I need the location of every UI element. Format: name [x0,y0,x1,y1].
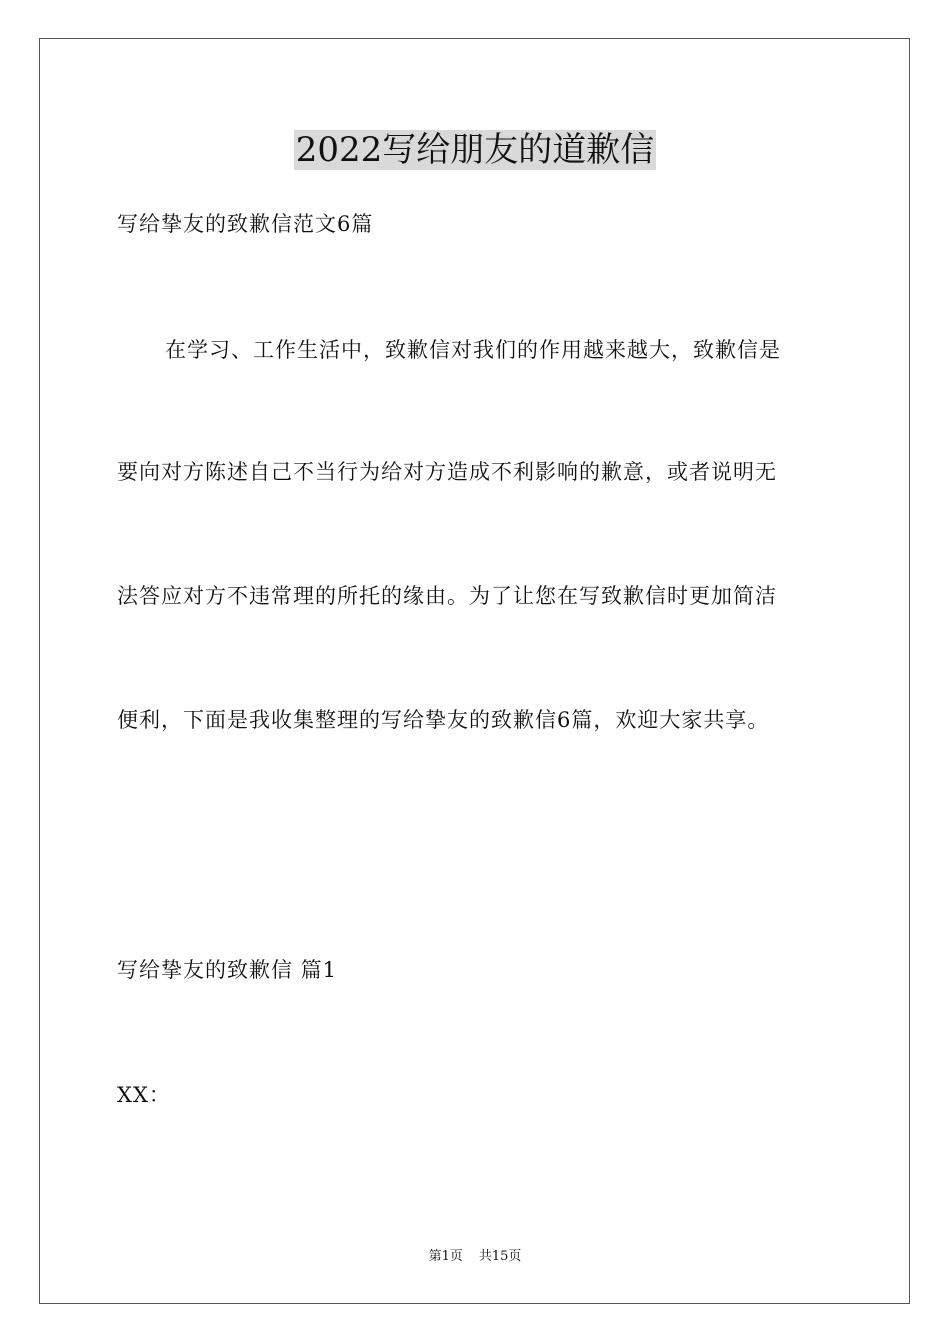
intro-line-2: 要向对方陈述自己不当行为给对方造成不利影响的歉意，或者说明无 [117,460,777,484]
document-title [0,128,950,172]
page-number: 第1页 [428,1249,463,1264]
salutation: XX： [117,1083,171,1107]
page-footer [0,1248,950,1266]
document-subtitle: 写给挚友的致歉信范文6篇 [117,212,374,236]
intro-line-3: 法答应对方不违常理的所托的缘由。为了让您在写致歉信时更加简洁 [117,584,777,608]
document-title-text: 2022写给朋友的道歉信 [295,130,655,170]
intro-line-1: 在学习、工作生活中，致歉信对我们的作用越来越大，致歉信是 [165,338,781,362]
page-total: 共15页 [478,1249,522,1264]
intro-line-4: 便利，下面是我收集整理的写给挚友的致歉信6篇，欢迎大家共享。 [117,708,770,732]
section-heading: 写给挚友的致歉信 篇1 [117,958,338,982]
